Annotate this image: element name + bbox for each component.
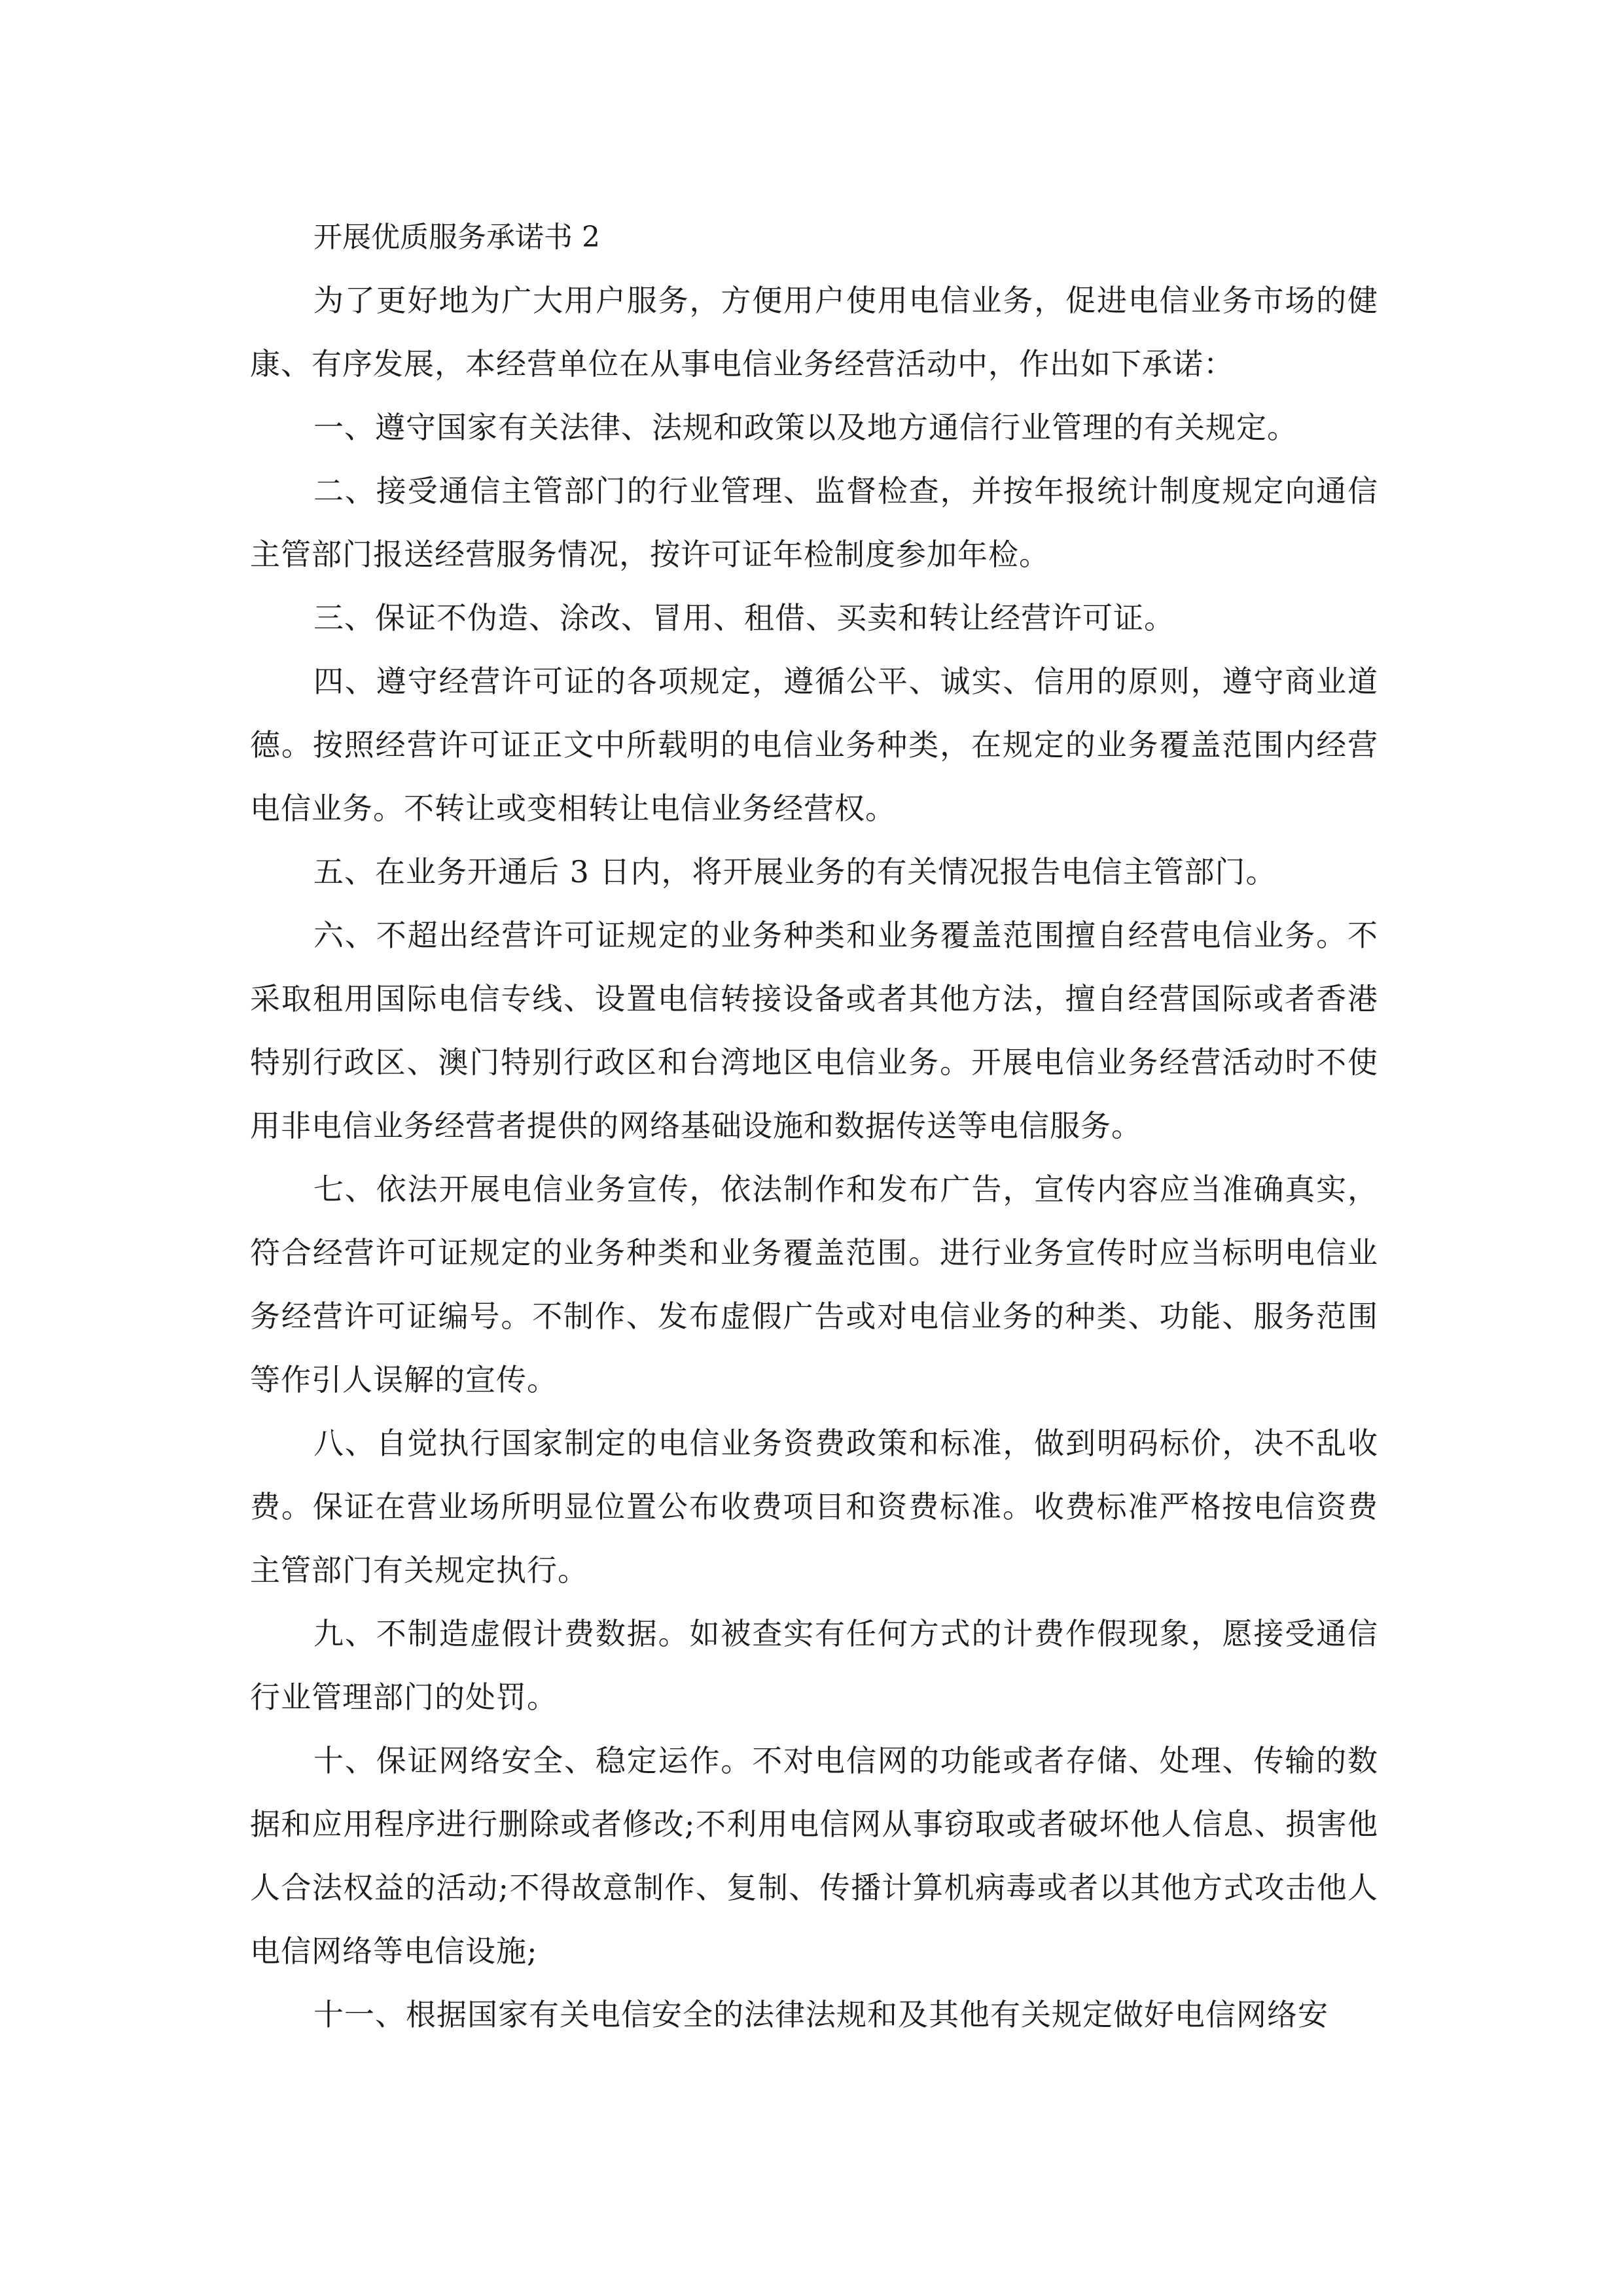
paragraph-clause-8: 八、自觉执行国家制定的电信业务资费政策和标准，做到明码标价，决不乱收费。保证在营业场所明显位置公布收费项目和资费标准。收费标准严格按电信资费主管部门有关规定执行。 (250, 1426, 1378, 1588)
document-body (250, 206, 1378, 2047)
paragraph-intro: 为了更好地为广大用户服务，方便用户使用电信业务，促进电信业务市场的健康、有序发展，本经营单位在从事电信业务经营活动中，作出如下承诺： (250, 283, 1378, 382)
paragraph-clause-6: 六、不超出经营许可证规定的业务种类和业务覆盖范围擅自经营电信业务。不采取租用国际电信专线、设置电信转接设备或者其他方法，擅自经营国际或者香港特别行政区、澳门特别行政区和台湾地区电信业务。开展电信业务经营活动时不使用非电信业务经营者提供的网络基础设施和数据传送等电信服务。 (250, 918, 1378, 1143)
paragraph-clause-9: 九、不制造虚假计费数据。如被查实有任何方式的计费作假现象，愿接受通信行业管理部门的处罚。 (250, 1616, 1378, 1715)
paragraph-clause-7: 七、依法开展电信业务宣传，依法制作和发布广告，宣传内容应当准确真实，符合经营许可证规定的业务种类和业务覆盖范围。进行业务宣传时应当标明电信业务经营许可证编号。不制作、发布虚假广告或对电信业务的种类、功能、服务范围等作引人误解的宣传。 (250, 1172, 1378, 1397)
paragraph-clause-3: 三、保证不伪造、涂改、冒用、租借、买卖和转让经营许可证。 (313, 600, 1175, 636)
paragraph-clause-11: 十一、根据国家有关电信安全的法律法规和及其他有关规定做好电信网络安 (313, 1997, 1329, 2032)
paragraph-clause-10: 十、保证网络安全、稳定运作。不对电信网的功能或者存储、处理、传输的数据和应用程序进行删除或者修改;不利用电信网从事窃取或者破坏他人信息、损害他人合法权益的活动;不得故意制作、复制、传播计算机病毒或者以其他方式攻击他人电信网络等电信设施; (250, 1743, 1378, 1969)
paragraph-clause-4: 四、遵守经营许可证的各项规定，遵循公平、诚实、信用的原则，遵守商业道德。按照经营许可证正文中所载明的电信业务种类，在规定的业务覆盖范围内经营电信业务。不转让或变相转让电信业务经营权。 (250, 664, 1378, 826)
document-title: 开展优质服务承诺书 2 (313, 221, 600, 254)
paragraph-clause-1: 一、遵守国家有关法律、法规和政策以及地方通信行业管理的有关规定。 (313, 410, 1298, 445)
paragraph-clause-5: 五、在业务开通后 3 日内，将开展业务的有关情况报告电信主管部门。 (313, 854, 1277, 889)
paragraph-clause-2: 二、接受通信主管部门的行业管理、监督检查，并按年报统计制度规定向通信主管部门报送经营服务情况，按许可证年检制度参加年检。 (250, 473, 1378, 572)
